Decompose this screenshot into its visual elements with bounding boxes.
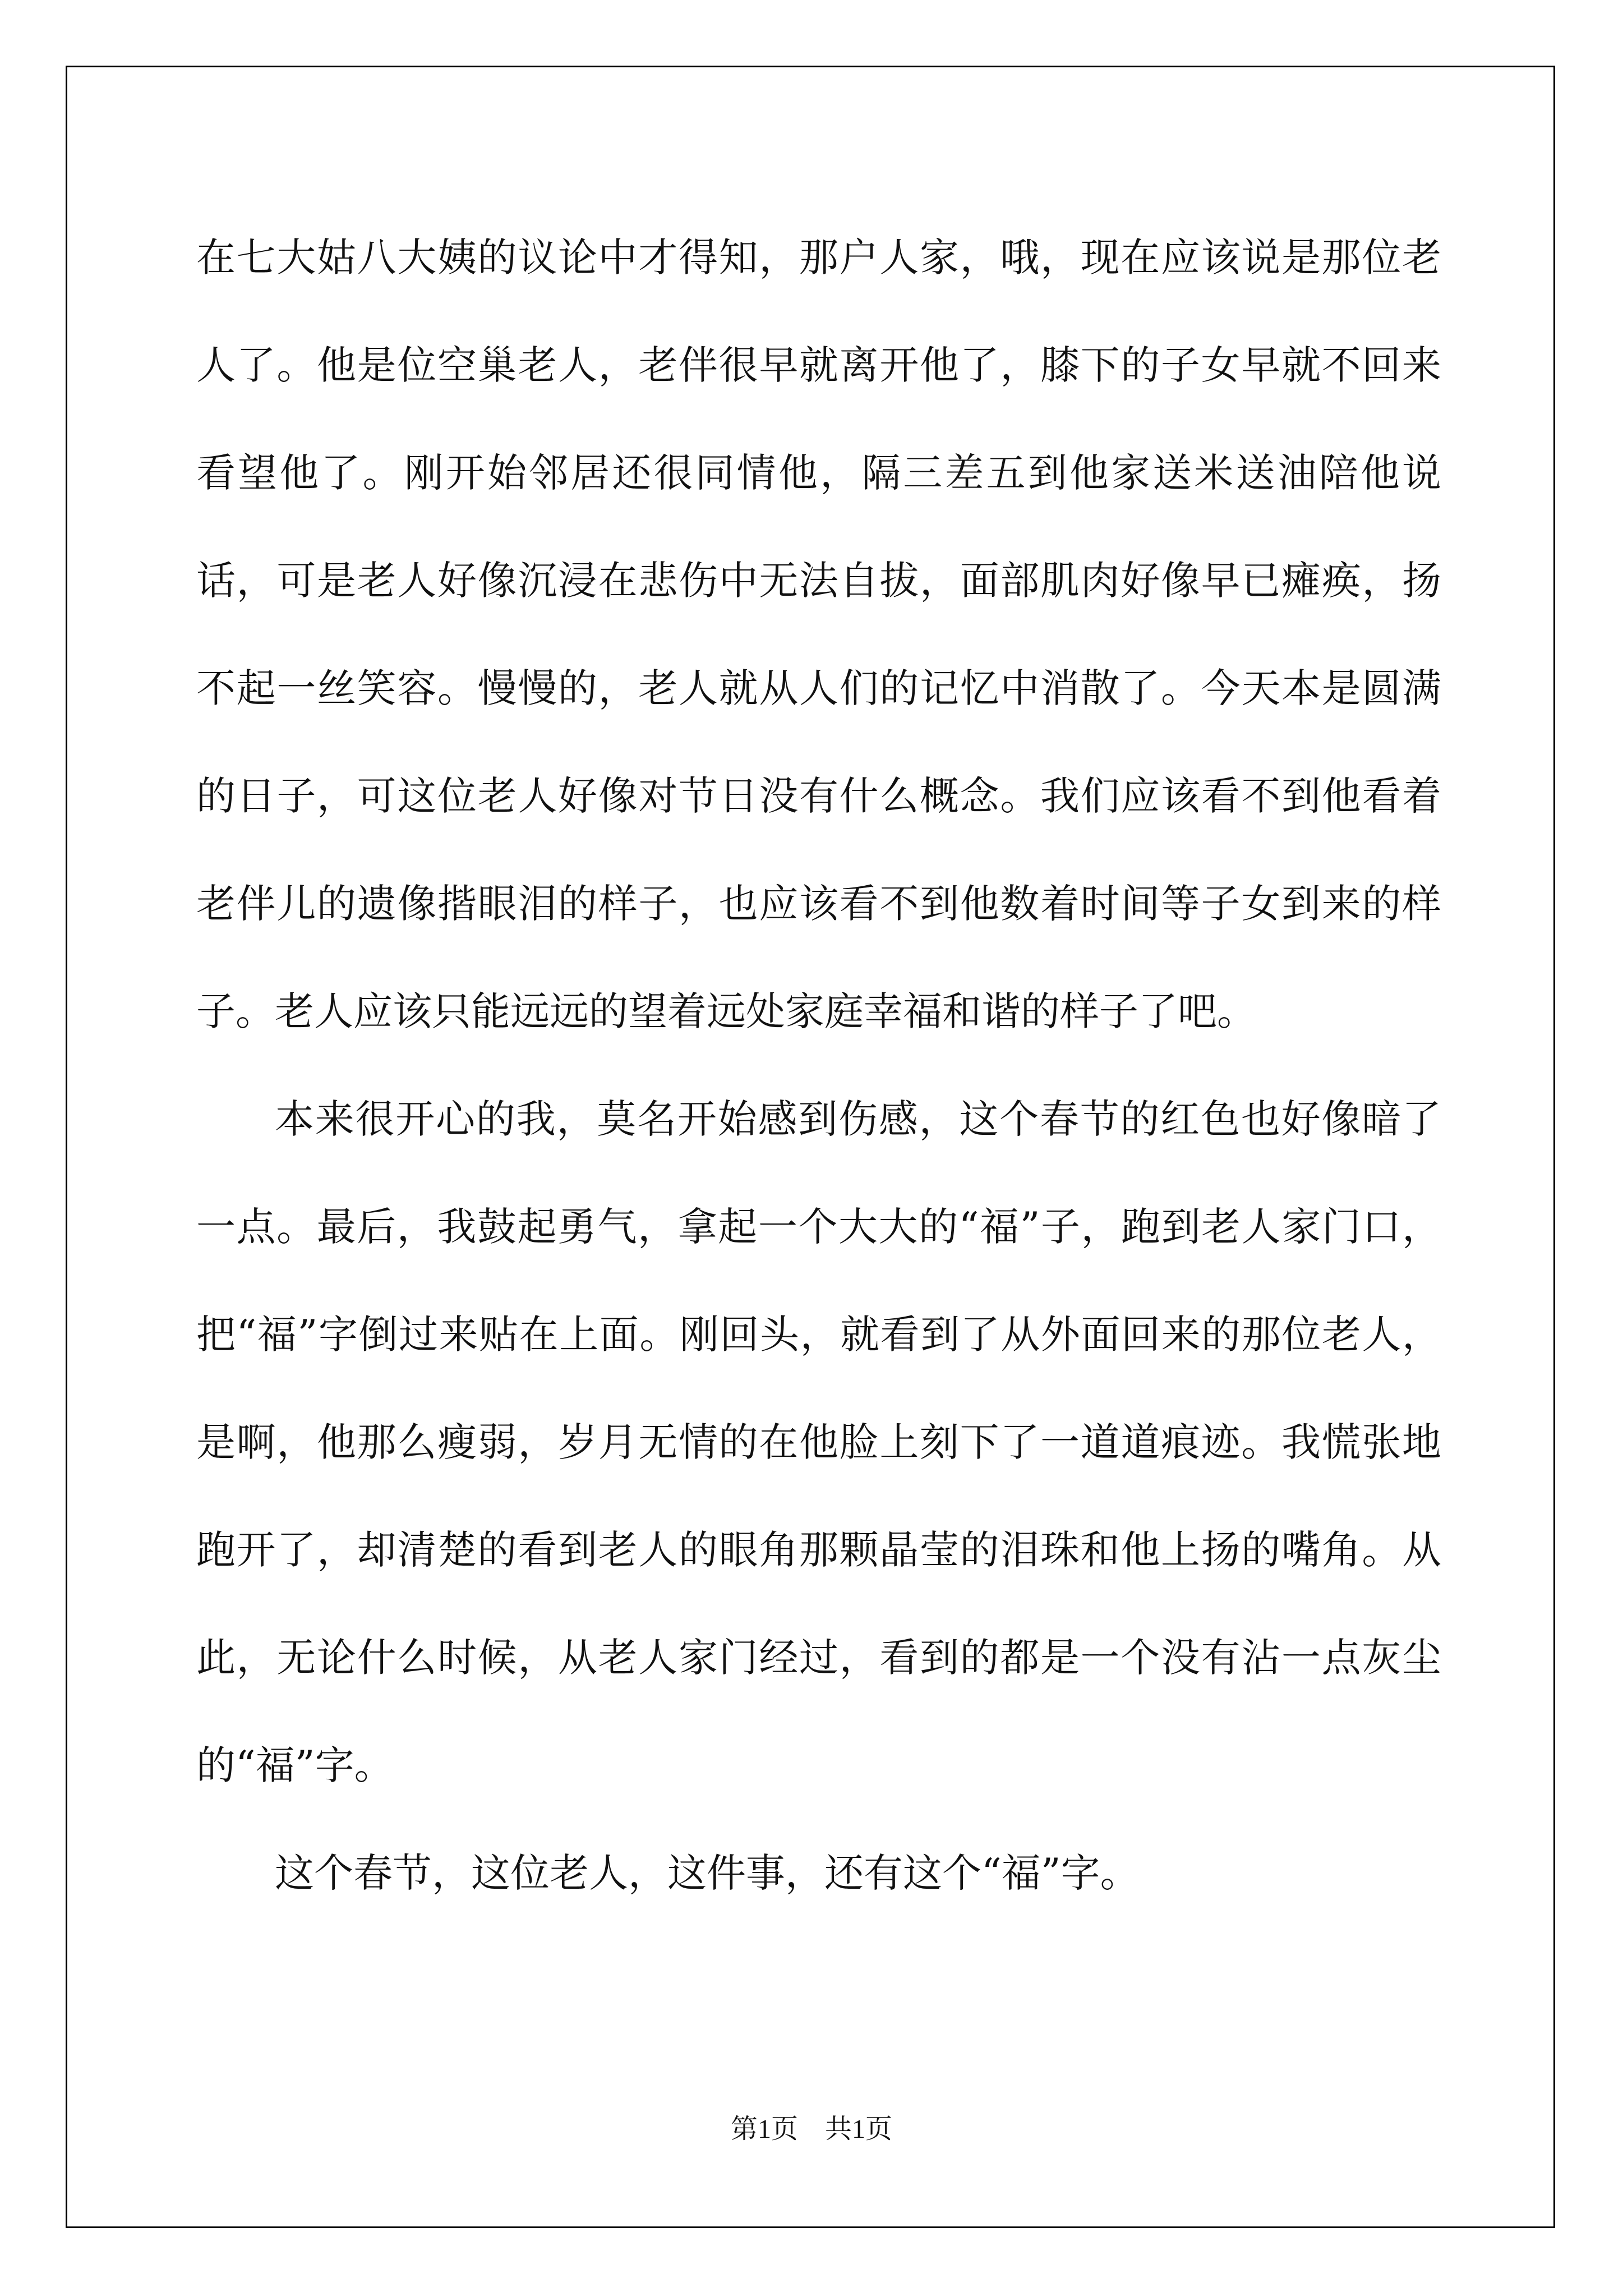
document-body [196,204,1441,1927]
paragraph-3: 这个春节，这位老人，这件事，还有这个“福”字。 [275,1850,1140,1896]
page-number-footer: 第1页 共1页 [730,2114,892,2144]
paragraph-2: 本来很开心的我，莫名开始感到伤感，这个春节的红色也好像暗了一点。最后，我鼓起勇气，拿起一个大大的“福”子，跑到老人家门口，把“福”字倒过来贴在上面。刚回头，就看到了从外面回来的那位老人，是啊，他那么瘦弱，岁月无情的在他脸上刻下了一道道痕迹。我慌张地跑开了，却清楚的看到老人的眼角那颗晶莹的泪珠和他上扬的嘴角。从此，无论什么时候，从老人家门经过，看到的都是一个没有沾一点灰尘的“福”字。 [196,1096,1441,1788]
paragraph-1: 在七大姑八大姨的议论中才得知，那户人家，哦，现在应该说是那位老人了。他是位空巢老人，老伴很早就离开他了，膝下的子女早就不回来看望他了。刚开始邻居还很同情他，隔三差五到他家送米送油陪他说话，可是老人好像沉浸在悲伤中无法自拔，面部肌肉好像早已瘫痪，扬不起一丝笑容。慢慢的，老人就从人们的记忆中消散了。今天本是圆满的日子，可这位老人好像对节日没有什么概念。我们应该看不到他看着老伴儿的遗像揩眼泪的样子，也应该看不到他数着时间等子女到来的样子。老人应该只能远远的望着远处家庭幸福和谐的样子了吧。 [196,234,1441,1034]
